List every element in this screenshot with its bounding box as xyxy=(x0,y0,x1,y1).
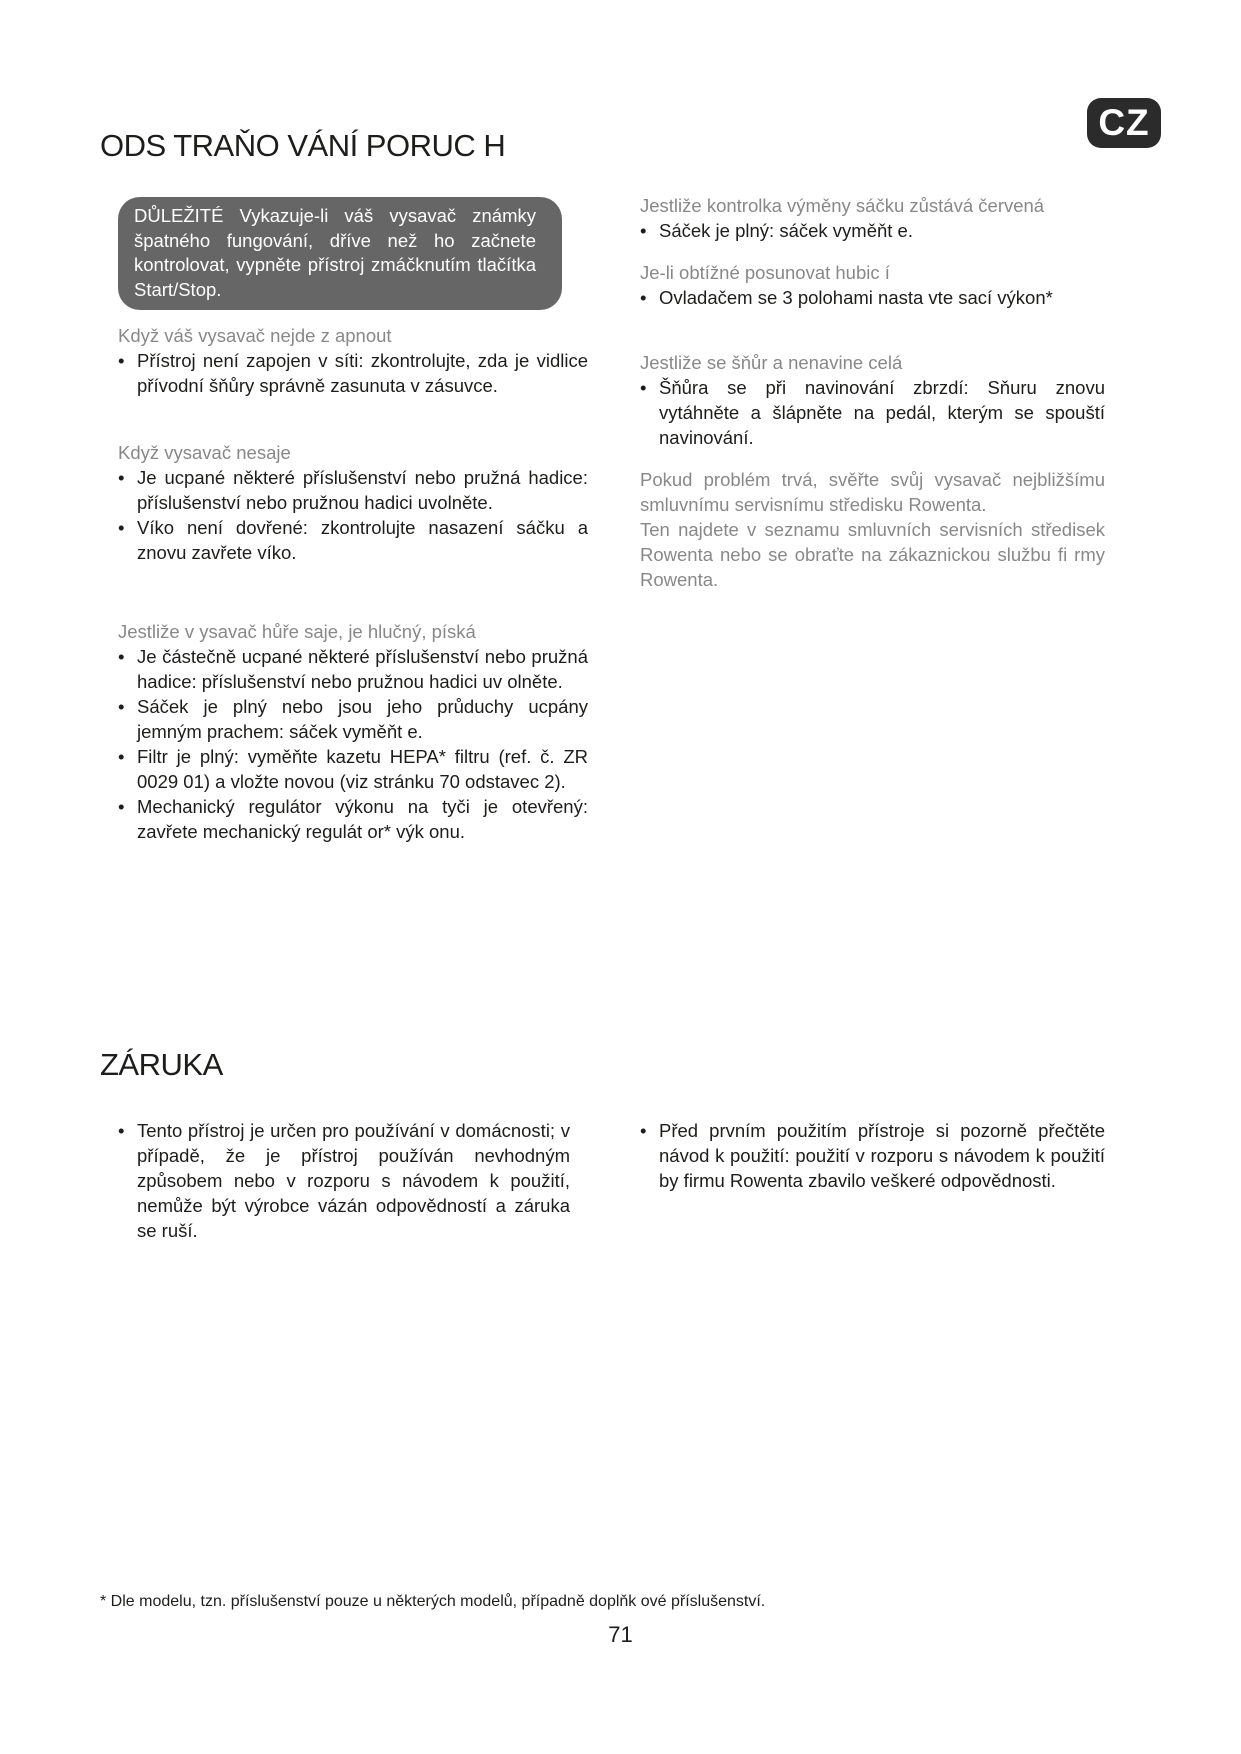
group-heading: Je-li obtížné posunovat hubic í xyxy=(640,262,890,283)
group-cord xyxy=(640,350,1105,450)
list-item: • Šňůra se při navinování zbrzdí: Sňuru znovu vytáhněte a šlápněte na pedál, kterým se spouští navinování. xyxy=(640,375,1105,450)
list-item: • Přístroj není zapojen v síti: zkontrolujte, zda je vidlice přívodní šňůry správně zasunuta v zásuvce. xyxy=(118,348,588,398)
group-heading: Jestliže se šňůr a nenavine celá xyxy=(640,352,903,373)
troubleshooting-left-column xyxy=(118,197,588,844)
page-number: 71 xyxy=(608,1622,633,1647)
group-list xyxy=(118,348,588,398)
list-item: • Sáček je plný: sáček vyměňt e. xyxy=(640,218,1105,243)
footnote: * Dle modelu, tzn. příslušenství pouze u některých modelů, případně doplňk ové příslušenství. xyxy=(100,1593,766,1610)
warranty-right-list xyxy=(640,1118,1105,1193)
group-heading: Když váš vysavač nejde z apnout xyxy=(118,325,392,346)
service-network-text: Ten najdete v seznamu smluvních servisních středisek Rowenta nebo se obraťte na zákaznickou službu fi rmy Rowenta. xyxy=(640,519,1105,590)
list-item: • Víko není dovřené: zkontrolujte nasazení sáčku a znovu zavřete víko. xyxy=(118,515,588,565)
group-weak-suction xyxy=(118,619,588,844)
group-not-sucking xyxy=(118,440,588,565)
list-item: • Sáček je plný nebo jsou jeho průduchy ucpány jemným prachem: sáček vyměňt e. xyxy=(118,694,588,744)
warranty-left-list xyxy=(118,1118,570,1243)
list-item: • Filtr je plný: vyměňte kazetu HEPA* filtru (ref. č. ZR 0029 01) a vložte novou (viz stránku 70 odstavec 2). xyxy=(118,744,588,794)
group-nozzle xyxy=(640,260,1105,310)
troubleshooting-title: ODS TRAŇO VÁNÍ PORUC H xyxy=(100,128,506,163)
warranty-title: ZÁRUKA xyxy=(100,1047,223,1082)
language-badge-cz: CZ xyxy=(1087,98,1161,148)
group-not-starting xyxy=(118,323,588,398)
group-list xyxy=(640,285,1105,310)
list-item: • Před prvním použitím přístroje si pozorně přečtěte návod k použití: použití v rozporu s návodem k použití by firmu Rowenta zbavilo veškeré odpovědnosti. xyxy=(640,1118,1105,1193)
list-item: • Ovladačem se 3 polohami nasta vte sací výkon* xyxy=(640,285,1105,310)
warranty-left-column xyxy=(118,1118,570,1243)
list-item: • Je částečně ucpané některé příslušenství nebo pružná hadice: příslušenství nebo pružnou hadici uv olněte. xyxy=(118,644,588,694)
group-bag-indicator xyxy=(640,193,1105,243)
group-list xyxy=(640,375,1105,450)
list-item: • Mechanický regulátor výkonu na tyči je otevřený: zavřete mechanický regulát or* výk onu. xyxy=(118,794,588,844)
group-heading: Když vysavač nesaje xyxy=(118,442,291,463)
list-item: • Tento přístroj je určen pro používání v domácnosti; v případě, že je přístroj používán nevhodným způsobem nebo v rozporu s návodem k použití, nemůže být výrobce vázán odpovědností a záruka se ruší. xyxy=(118,1118,570,1243)
service-contact-text: Pokud problém trvá, svěřte svůj vysavač nejbližšímu smluvnímu servisnímu středisku Rowenta. xyxy=(640,469,1105,515)
group-heading: Jestliže kontrolka výměny sáčku zůstává červená xyxy=(640,195,1045,216)
group-list xyxy=(118,465,588,565)
group-list xyxy=(640,218,1105,243)
group-list xyxy=(118,644,588,844)
list-item: • Je ucpané některé příslušenství nebo pružná hadice: příslušenství nebo pružnou hadici uvolněte. xyxy=(118,465,588,515)
important-note-box: DŮLEŽITÉ Vykazuje-li váš vysavač známky špatného fungování, dříve než ho začnete kontrolovat, vypněte přístroj zmáčknutím tlačítka Start/Stop. xyxy=(118,197,562,310)
warranty-right-column xyxy=(640,1118,1105,1193)
troubleshooting-right-column xyxy=(640,193,1105,592)
group-heading: Jestliže v ysavač hůře saje, je hlučný, píská xyxy=(118,621,476,642)
